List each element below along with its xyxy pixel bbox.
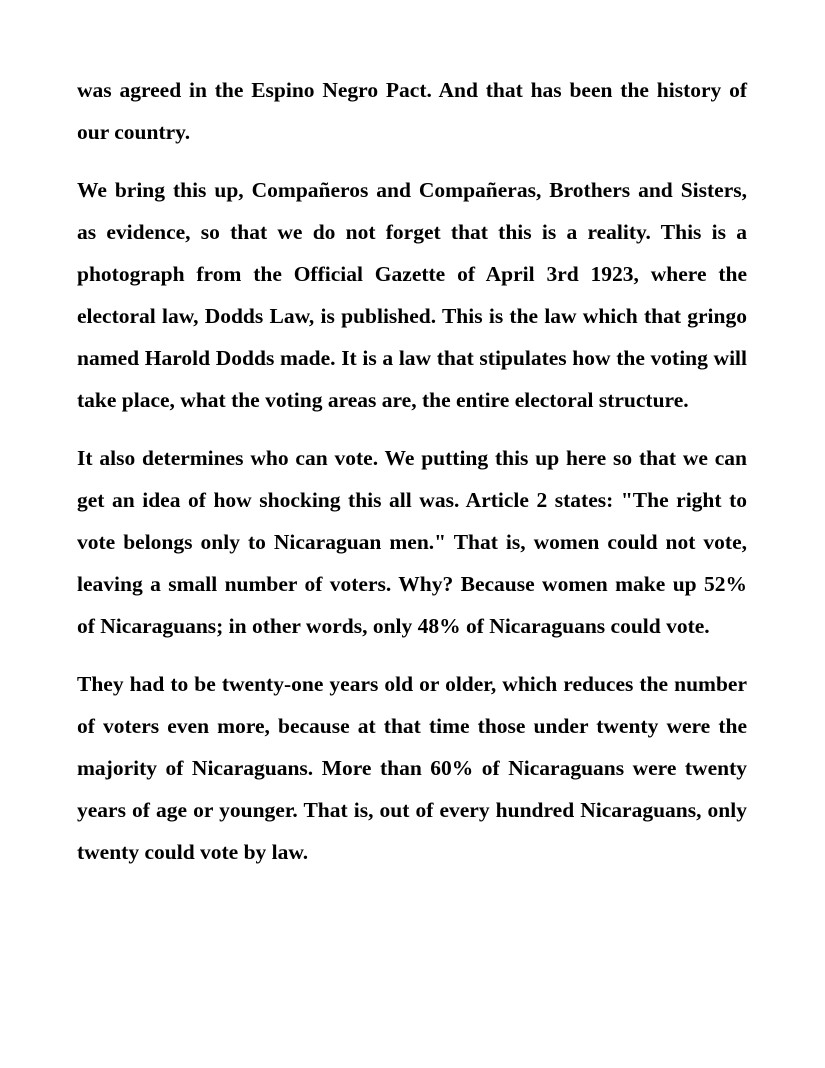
document-body bbox=[77, 69, 747, 889]
paragraph-age-requirement: They had to be twenty-one years old or older, which reduces the number of voters even more, because at that time those under twenty were the majority of Nicaraguans. More than 60% of Nicaraguans were twenty years of age or younger. That is, out of every hundred Nicaraguans, only twenty could vote by law. bbox=[77, 672, 747, 864]
paragraph-dodds-law: We bring this up, Compañeros and Compañeras, Brothers and Sisters, as evidence, so that we do not forget that this is a reality. This is a photograph from the Official Gazette of April 3rd 1923, where the electoral law, Dodds Law, is published. This is the law which that gringo named Harold Dodds made. It is a law that stipulates how the voting will take place, what the voting areas are, the entire electoral structure. bbox=[77, 178, 747, 412]
paragraph-who-can-vote: It also determines who can vote. We putting this up here so that we can get an idea of how shocking this all was. Article 2 states: "The right to vote belongs only to Nicaraguan men." That is, women could not vote, leaving a small number of voters. Why? Because women make up 52% of Nicaraguans; in other words, only 48% of Nicaraguans could vote. bbox=[77, 446, 747, 638]
paragraph-espino-negro-pact: was agreed in the Espino Negro Pact. And that has been the history of our country. bbox=[77, 78, 747, 144]
